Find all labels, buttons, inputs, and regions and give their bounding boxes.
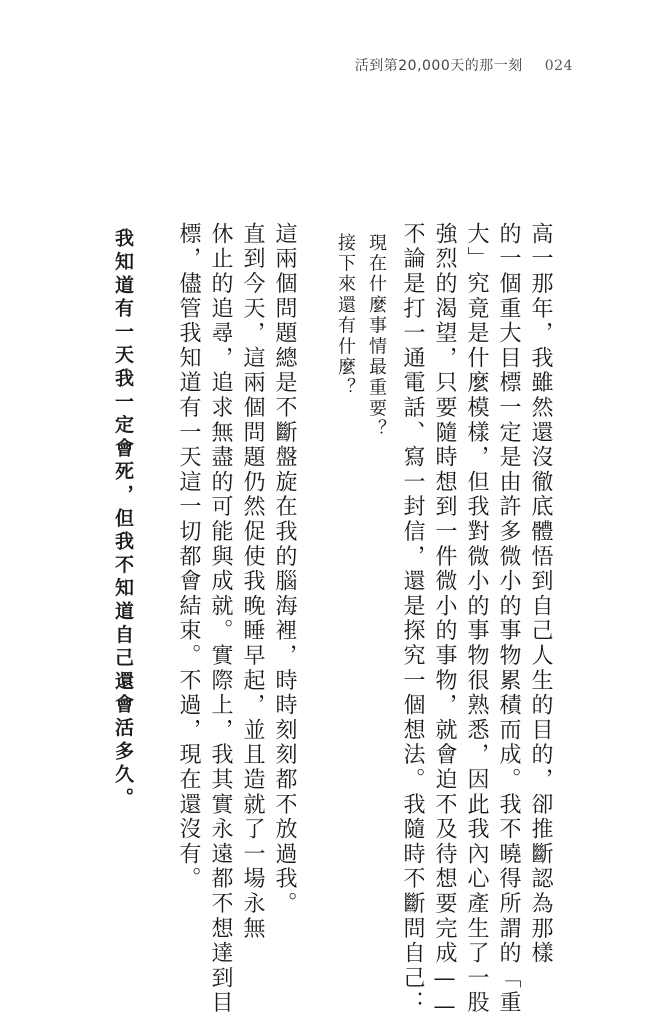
body-text-column: 不論是打一通電話、寫一封信，還是探究一個想法。我隨時不斷問自己： [400,222,425,1016]
body-text-column: 強烈的渴望，只要隨時想到一件微小的事物，就會迫不及待想要完成—— [432,222,457,1022]
book-title: 活到第20,000天的那一刻 [354,58,523,74]
body-text-column: 直到今天，這兩個問題仍然促使我晚睡早起，並且造就了一場永無 [240,222,265,942]
body-text-column: 標，儘管我知道有一天這一切都會結束。不過，現在還沒有。 [176,222,201,892]
body-text-column: 休止的追尋，追求無盡的可能與成就。實際上，我其實永遠都不想達到目 [208,222,233,1016]
closing-line: 我知道有一天我一定會死，但我不知道自己還會活多久。 [112,228,134,811]
body-text-column: 的一個重大目標一定是由許多微小的事物累積而成。我不曉得所謂的「重 [496,222,521,1016]
page-number: 024 [544,58,573,74]
running-header [355,55,573,75]
body-text-column: 這兩個問題總是不斷盤旋在我的腦海裡，時時刻刻都不放過我。 [272,222,297,917]
question-line: 接下來還有什麼？ [335,233,356,399]
body-text-column: 高一那年，我雖然還沒徹底體悟到自己人生的目的，卻推斷認為那樣 [528,222,553,966]
question-line: 現在什麼事情最重要？ [366,233,387,440]
body-text-column: 大」究竟是什麼模樣，但我對微小的事物很熟悉，因此我內心產生了一股 [464,222,489,1016]
